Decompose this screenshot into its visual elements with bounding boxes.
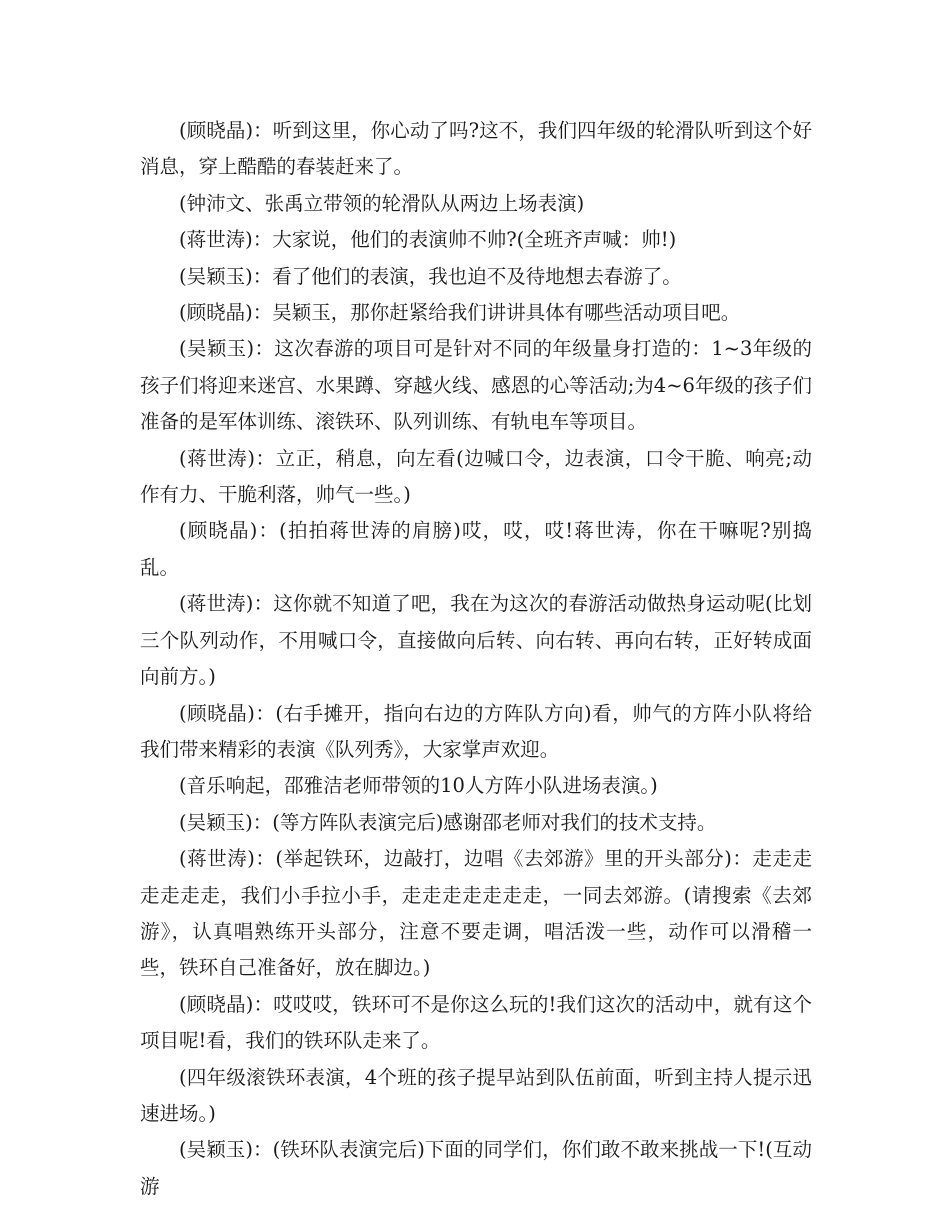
document-body [140,113,812,1205]
paragraph: (顾晓晶)：吴颖玉，那你赶紧给我们讲讲具体有哪些活动项目吧。 [179,301,741,325]
paragraph: (顾晓晶)：听到这里，你心动了吗?这不，我们四年级的轮滑队听到这个好消息，穿上酷酷的春装赶来了。 [140,119,812,179]
paragraph: (钟沛文、张禹立带领的轮滑队从两边上场表演) [179,191,585,215]
paragraph: (音乐响起，邵雅洁老师带领的10人方阵小队进场表演。) [179,774,658,798]
paragraph: (蒋世涛)：大家说，他们的表演帅不帅?(全班齐声喊：帅!) [179,228,677,252]
paragraph: (吴颖玉)：这次春游的项目可是针对不同的年级量身打造的：1~3年级的孩子们将迎来迷宫、水果蹲、穿越火线、感恩的心等活动;为4~6年级的孩子们准备的是军体训练、滚铁环、队列训练、有轨电车等项目。 [140,337,812,434]
paragraph: (顾晓晶)：(右手摊开，指向右边的方阵队方向)看，帅气的方阵小队将给我们带来精彩的表演《队列秀》，大家掌声欢迎。 [140,701,812,761]
paragraph: (吴颖玉)：(铁环队表演完后)下面的同学们，你们敢不敢来挑战一下!(互动游 [140,1138,812,1198]
paragraph: (顾晓晶)：(拍拍蒋世涛的肩膀)哎，哎，哎!蒋世涛，你在干嘛呢?别捣乱。 [140,519,812,579]
paragraph: (吴颖玉)：(等方阵队表演完后)感谢邵老师对我们的技术支持。 [179,810,717,834]
paragraph: (顾晓晶)：哎哎哎，铁环可不是你这么玩的!我们这次的活动中，就有这个项目呢!看，我们的铁环队走来了。 [140,992,812,1053]
paragraph: (蒋世涛)：(举起铁环，边敲打，边唱《去郊游》里的开头部分)：走走走走走走走，我们小手拉小手，走走走走走走走，一同去郊游。(请搜索《去郊游》，认真唱熟练开头部分，注意不要走调，唱活泼一些，动作可以滑稽一些，铁环自己准备好，放在脚边。) [140,847,812,980]
paragraph: (吴颖玉)：看了他们的表演，我也迫不及待地想去春游了。 [179,264,682,288]
paragraph: (蒋世涛)：立正，稍息，向左看(边喊口令，边表演，口令干脆、响亮;动作有力、干脆利落，帅气一些。) [140,446,812,507]
paragraph: (蒋世涛)：这你就不知道了吧，我在为这次的春游活动做热身运动呢(比划三个队列动作，不用喊口令，直接做向后转、向右转、再向右转，正好转成面向前方。) [140,592,812,689]
paragraph: (四年级滚铁环表演，4个班的孩子提早站到队伍前面，听到主持人提示迅速进场。) [140,1065,812,1125]
